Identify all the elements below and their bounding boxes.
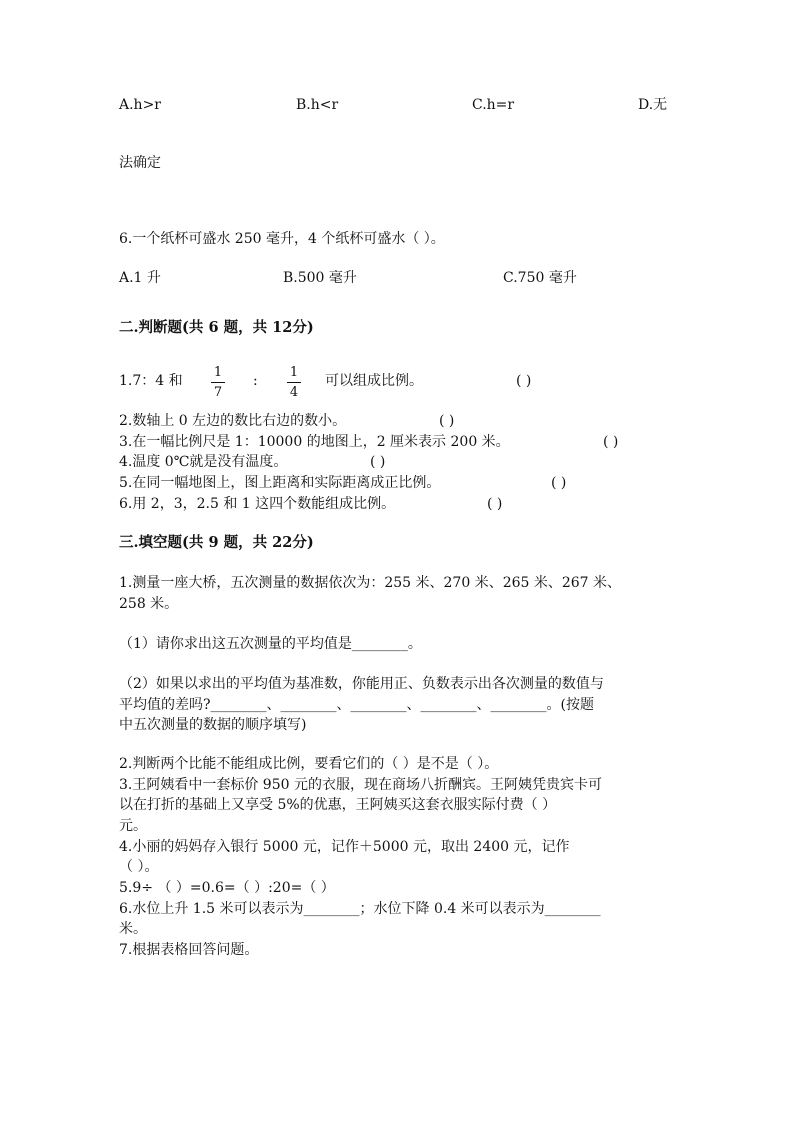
s3-q3-line2: 以在打折的基础上又享受 5%的优惠，王阿姨买这套衣服实际付费（ ） [119,797,557,813]
q5-option-c: C.h=r [472,97,515,113]
s2-q4-text: 4.温度 0℃就是没有温度。 [119,454,288,470]
s2-q3-answer-bracket: ( ) [603,434,619,450]
s2-q6-answer-bracket: ( ) [487,496,503,512]
fraction-1-numerator: 1 [213,365,223,380]
s3-q1-sub2-line3: 中五次测量的数据的顺序填写) [119,717,307,733]
s3-q1-line2: 258 米。 [119,596,179,612]
s2-q2-answer-bracket: ( ) [439,413,455,429]
s3-q1-sub1: （1）请你求出这五次测量的平均值是________。 [119,636,422,652]
s3-q1-sub2-line1: （2）如果以求出的平均值为基准数，你能用正、负数表示出各次测量的数值与 [119,676,604,692]
s3-q2: 2.判断两个比能不能组成比例，要看它们的（ ）是不是（ ）。 [119,756,499,772]
q5-option-d-continued: 法确定 [119,155,161,171]
s2-q1-prefix: 1.7：4 和 [119,373,183,389]
section2-title: 二.判断题(共 6 题，共 12分) [119,319,314,336]
s2-q5-answer-bracket: ( ) [551,475,567,491]
s3-q5: 5.9÷ （ ）=0.6=（ ）:20=（ ） [119,880,335,896]
s3-q3-line1: 3.王阿姨看中一套标价 950 元的衣服，现在商场八折酬宾。王阿姨凭贵宾卡可 [119,777,602,793]
fraction-2-denominator: 4 [289,385,299,400]
s2-q2-text: 2.数轴上 0 左边的数比右边的数小。 [119,413,347,429]
q5-option-a: A.h>r [119,97,161,113]
fraction-1-bar [211,382,225,383]
q6-option-a: A.1 升 [119,270,161,286]
q5-option-d: D.无 [638,97,668,113]
s2-q1-answer-bracket: ( ) [516,373,532,389]
s2-q4-answer-bracket: ( ) [370,454,386,470]
section3-title: 三.填空题(共 9 题，共 22分) [119,534,314,551]
s3-q4-line1: 4.小丽的妈妈存入银行 5000 元，记作＋5000 元，取出 2400 元，记作 [119,839,570,855]
s3-q1-line1: 1.测量一座大桥，五次测量的数据依次为：255 米、270 米、265 米、267 米、 [119,575,622,591]
q5-option-b: B.h<r [296,97,339,113]
q6-text: 6.一个纸杯可盛水 250 毫升，4 个纸杯可盛水（ ）。 [119,231,445,247]
fraction-1-denominator: 7 [213,385,223,400]
s3-q6-line2: 米。 [119,921,147,937]
fraction-2-bar [287,382,301,383]
s2-q3-text: 3.在一幅比例尺是 1：10000 的地图上，2 厘米表示 200 米。 [119,434,510,450]
s3-q6-line1: 6.水位上升 1.5 米可以表示为________；水位下降 0.4 米可以表示为________ [119,901,601,917]
q6-option-b: B.500 毫升 [283,270,357,286]
fraction-2-numerator: 1 [289,365,299,380]
q6-option-c: C.750 毫升 [503,270,577,286]
s3-q4-line2: （ ）。 [119,859,159,875]
s2-q1-fraction-1 [210,365,226,400]
s3-q1-sub2-line2: 平均值的差吗?________、________、________、________、________。(按题 [119,697,594,713]
s2-q1-colon: : [253,373,258,389]
s2-q6-text: 6.用 2，3，2.5 和 1 这四个数能组成比例。 [119,496,396,512]
s3-q3-line3: 元。 [119,818,147,834]
s2-q1-fraction-2 [286,365,302,400]
s3-q7: 7.根据表格回答问题。 [119,942,259,958]
s2-q5-text: 5.在同一幅地图上，图上距离和实际距离成正比例。 [119,475,441,491]
s2-q1-suffix: 可以组成比例。 [325,373,423,389]
